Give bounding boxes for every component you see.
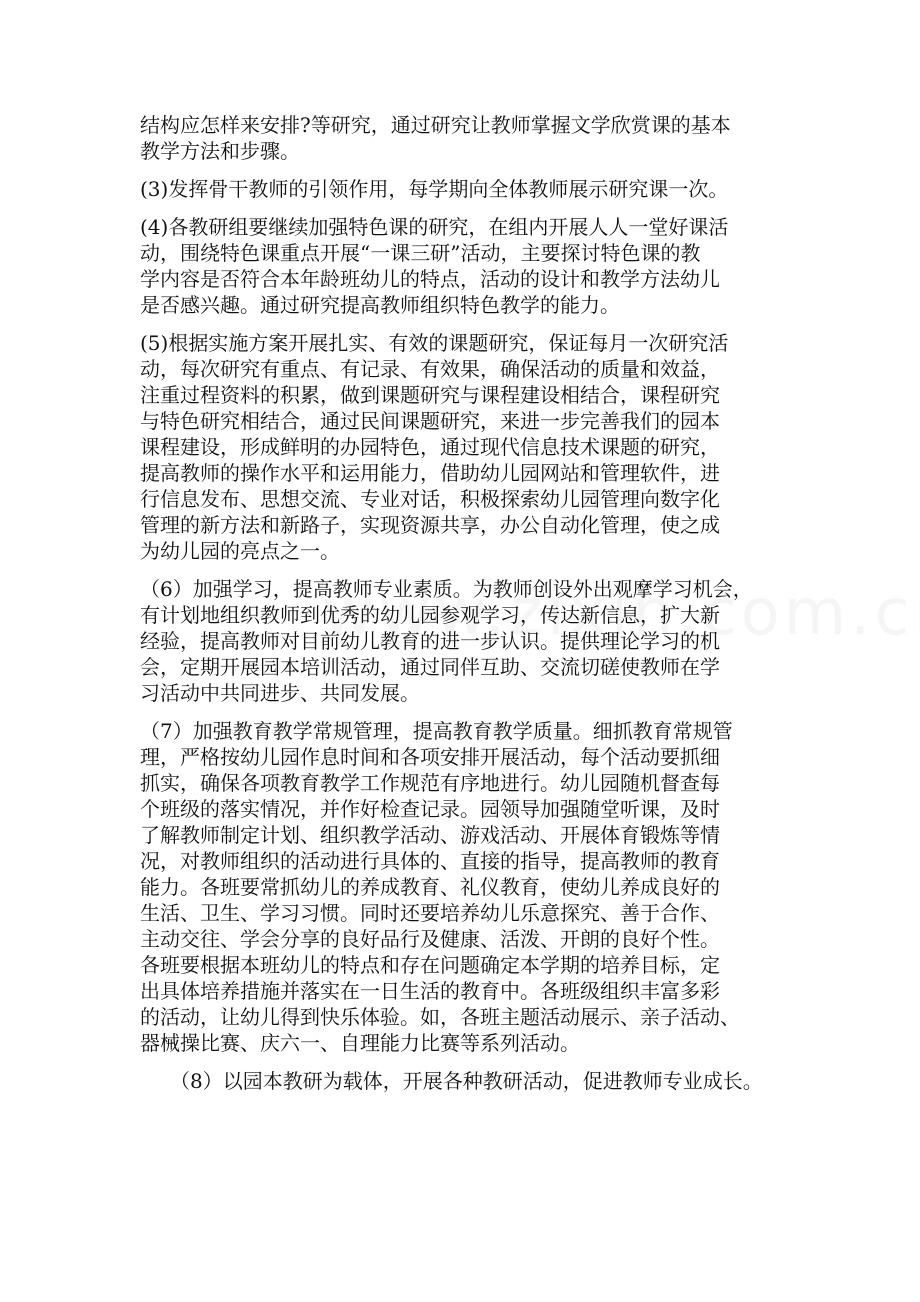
paragraph: [140, 718, 800, 1056]
text-line: 生活、卫生、学习习惯。同时还要培养幼儿乐意探究、善于合作、: [140, 901, 720, 925]
text-line: 教学方法和步骤。: [140, 139, 300, 163]
paragraph: [140, 214, 800, 318]
text-line: 为幼儿园的亮点之一。: [140, 539, 340, 563]
text-line: 课程建设，形成鲜明的办园特色，通过现代信息技术课题的研究，: [140, 435, 720, 459]
text-line: 管理的新方法和新路子，实现资源共享，办公自动化管理，使之成: [140, 513, 720, 537]
text-line: 况，对教师组织的活动进行具体的、直接的指导，提高教师的教育: [140, 849, 720, 873]
text-line: 经验，提高教师对目前幼儿教育的进一步认识。提供理论学习的机: [140, 629, 720, 653]
text-line: 结构应怎样来安排?等研究，通过研究让教师掌握文学欣赏课的基本: [140, 113, 731, 137]
text-line: 提高教师的操作水平和运用能力，借助幼儿园网站和管理软件，进: [140, 461, 720, 485]
text-line: （8）以园本教研为载体，开展各种教研活动，促进教师专业成长。: [170, 1069, 763, 1093]
paragraph: [140, 112, 800, 164]
text-line: (3)发挥骨干教师的引领作用，每学期向全体教师展示研究课一次。: [140, 177, 729, 201]
text-line: 器械操比赛、庆六一、自理能力比赛等系列活动。: [140, 1031, 580, 1055]
text-line: 个班级的落实情况，并作好检查记录。园领导加强随堂听课，及时: [140, 797, 720, 821]
text-line: 是否感兴趣。通过研究提高教师组织特色教学的能力。: [140, 293, 620, 317]
text-line: 动，围绕特色课重点开展“一课三研”活动，主要探讨特色课的教: [140, 241, 701, 265]
text-line: 动，每次研究有重点、有记录、有效果，确保活动的质量和效益，: [140, 357, 720, 381]
paragraph: [140, 576, 800, 706]
paragraph: [140, 176, 800, 202]
text-line: 有计划地组织教师到优秀的幼儿园参观学习，传达新信息，扩大新: [140, 603, 720, 627]
text-line: 习活动中共同进步、共同发展。: [140, 681, 420, 705]
paragraph: [140, 1068, 800, 1094]
paragraph: [140, 330, 800, 564]
text-line: (5)根据实施方案开展扎实、有效的课题研究，保证每月一次研究活: [140, 331, 729, 355]
text-line: 了解教师制定计划、组织教学活动、游戏活动、开展体育锻炼等情: [140, 823, 720, 847]
text-line: （6）加强学习，提高教师专业素质。为教师创设外出观摩学习机会，: [140, 577, 753, 601]
text-line: (4)各教研组要继续加强特色课的研究，在组内开展人人一堂好课活: [140, 215, 729, 239]
text-line: 理，严格按幼儿园作息时间和各项安排开展活动，每个活动要抓细: [140, 745, 720, 769]
text-line: 与特色研究相结合，通过民间课题研究，来进一步完善我们的园本: [140, 409, 720, 433]
text-line: 出具体培养措施并落实在一日生活的教育中。各班级组织丰富多彩: [140, 979, 720, 1003]
text-line: 注重过程资料的积累，做到课题研究与课程建设相结合，课程研究: [140, 383, 720, 407]
text-line: （7）加强教育教学常规管理，提高教育教学质量。细抓教育常规管: [140, 719, 733, 743]
text-line: 各班要根据本班幼儿的特点和存在问题确定本学期的培养目标，定: [140, 953, 720, 977]
text-line: 能力。各班要常抓幼儿的养成教育、礼仪教育，使幼儿养成良好的: [140, 875, 720, 899]
text-line: 会，定期开展园本培训活动，通过同伴互助、交流切磋使教师在学: [140, 655, 720, 679]
text-line: 的活动，让幼儿得到快乐体验。如，各班主题活动展示、亲子活动、: [140, 1005, 740, 1029]
text-line: 学内容是否符合本年龄班幼儿的特点，活动的设计和教学方法幼儿: [140, 267, 720, 291]
text-line: 主动交往、学会分享的良好品行及健康、活泼、开朗的良好个性。: [140, 927, 720, 951]
text-line: 行信息发布、思想交流、专业对话，积极探索幼儿园管理向数字化: [140, 487, 720, 511]
document-body: [140, 112, 800, 1106]
text-line: 抓实，确保各项教育教学工作规范有序地进行。幼儿园随机督查每: [140, 771, 720, 795]
